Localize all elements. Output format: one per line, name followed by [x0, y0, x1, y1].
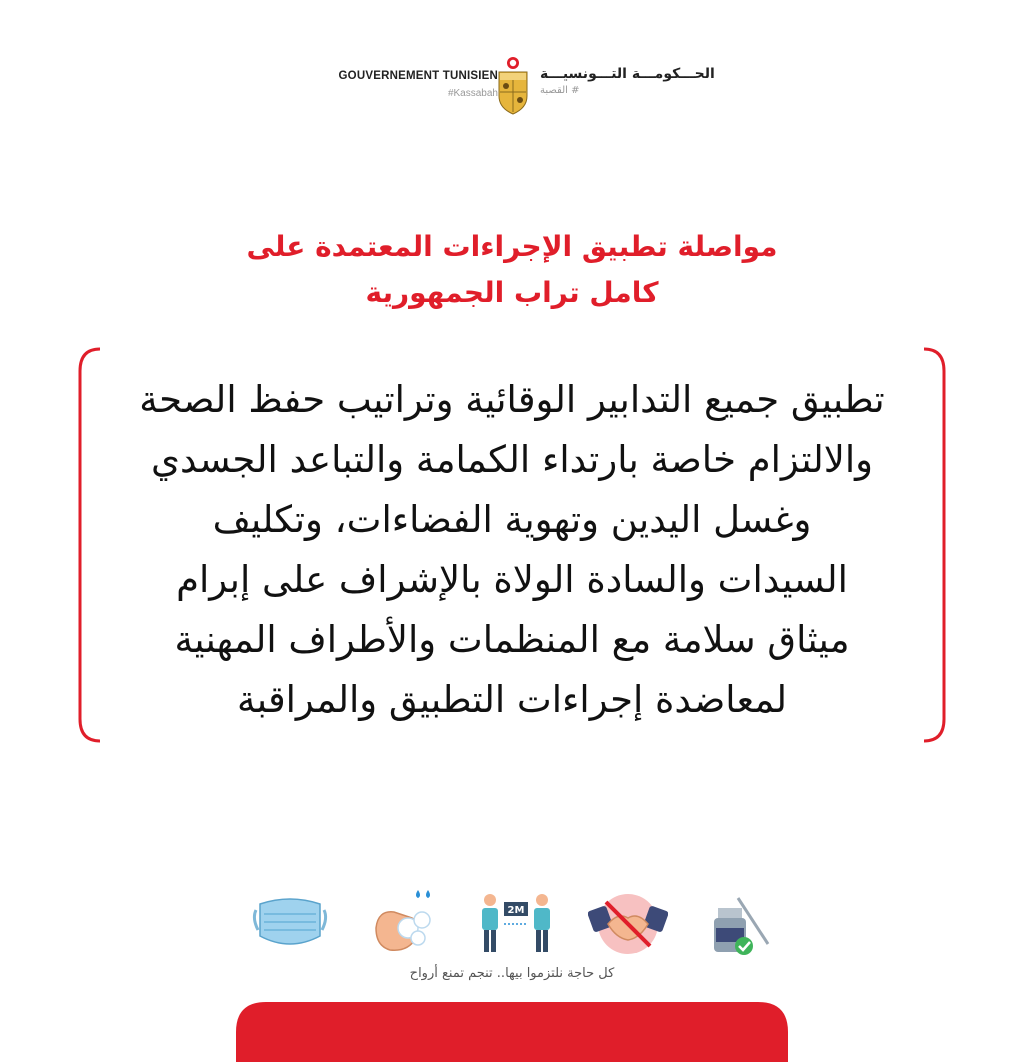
face-mask-icon [250, 888, 330, 958]
body-line: ميثاق سلامة مع المنظمات والأطراف المهنية [174, 618, 850, 661]
body-line: والالتزام خاصة بارتداء الكمامة والتباعد الجسدي [151, 438, 873, 481]
hand-washing-icon [368, 888, 448, 958]
body-text [86, 370, 938, 730]
arabic-gov-name: الحـــكومـــة التـــونسيـــة [540, 66, 715, 82]
french-gov-name: GOUVERNEMENT TUNISIEN [338, 70, 498, 82]
body-line: وغسل اليدين وتهوية الفضاءات، وتكليف [212, 498, 812, 541]
title-line: مواصلة تطبيق الإجراءات المعتمدة على [246, 230, 778, 263]
body-line: السيدات والسادة الولاة بالإشراف على إبرام [176, 558, 848, 601]
vaccine-icon [698, 888, 778, 958]
tunisia-emblem-icon [496, 56, 530, 116]
prevention-icons [240, 888, 800, 968]
distance-label: 2M [507, 905, 525, 916]
arabic-gov-label [540, 66, 715, 96]
no-handshake-icon [588, 888, 668, 958]
slogan: كل حاجة نلتزموا بيها.. تنجم تمنع أرواح [409, 966, 615, 981]
arabic-hashtag: # القصبة [540, 85, 580, 96]
title-line: كامل تراب الجمهورية [365, 276, 659, 309]
social-distance-icon [476, 888, 556, 958]
page-title [0, 224, 1024, 316]
french-hashtag: #Kassabah [447, 88, 498, 99]
french-gov-label [339, 70, 498, 99]
body-line: تطبيق جميع التدابير الوقائية وتراتيب حفظ الصحة [139, 378, 885, 421]
header [0, 52, 1024, 122]
body-line: لمعاضدة إجراءات التطبيق والمراقبة [236, 678, 788, 721]
bottom-red-bar [236, 1002, 788, 1062]
